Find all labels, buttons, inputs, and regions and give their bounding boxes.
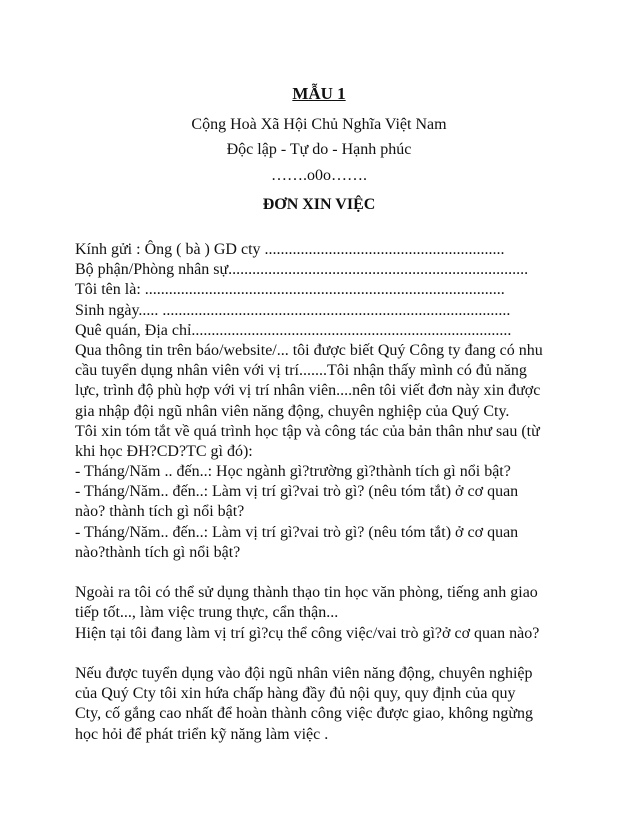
paragraph-line: - Tháng/Năm.. đến..: Làm vị trí gì?vai trò gì? (nêu tóm tắt) ở cơ quan bbox=[75, 483, 519, 501]
field-department: Bộ phận/Phòng nhân sự........................................................................... bbox=[75, 261, 529, 279]
field-recipient: Kính gửi : Ông ( bà ) GD cty ............................................................ bbox=[75, 241, 505, 258]
national-motto: Độc lập - Tự do - Hạnh phúc bbox=[226, 141, 412, 158]
paragraph-line: Ngoài ra tôi có thể sử dụng thành thạo tin học văn phòng, tiếng anh giao bbox=[75, 584, 538, 602]
field-name: Tôi tên là: .......................................................................................... bbox=[75, 281, 505, 299]
paragraph-line: của Quý Cty tôi xin hứa chấp hàng đầy đủ nội quy, quy định của quy bbox=[75, 685, 516, 703]
letter-body bbox=[75, 240, 575, 745]
paragraph-line: gia nhập đội ngũ nhân viên năng động, chuyên nghiệp của Quý Cty. bbox=[75, 402, 510, 420]
paragraph-line: Cty, cố gắng cao nhất để hoàn thành công việc được giao, không ngừng bbox=[75, 705, 533, 723]
paragraph-line: cầu tuyển dụng nhân viên với vị trí.......Tôi nhận thấy mình có đủ năng bbox=[75, 362, 527, 380]
paragraph-line: Hiện tại tôi đang làm vị trí gì?cụ thể công việc/vai trò gì?ở cơ quan nào? bbox=[75, 624, 540, 642]
field-birthdate: Sinh ngày..... ....................................................................................... bbox=[75, 301, 511, 319]
paragraph-line: tiếp tốt..., làm việc trung thực, cẩn thận... bbox=[75, 604, 339, 622]
paragraph-line: Tôi xin tóm tắt về quá trình học tập và công tác của bản thân như sau (từ bbox=[75, 422, 540, 440]
ornament-divider: …….o0o……. bbox=[271, 167, 367, 184]
paragraph-line: - Tháng/Năm.. đến..: Làm vị trí gì?vai trò gì? (nêu tóm tắt) ở cơ quan bbox=[75, 523, 519, 541]
document-title: ĐƠN XIN VIỆC bbox=[262, 196, 376, 213]
paragraph-spacer bbox=[75, 563, 575, 583]
country-name: Cộng Hoà Xã Hội Chủ Nghĩa Việt Nam bbox=[191, 116, 447, 133]
paragraph-line: nào? thành tích gì nổi bật? bbox=[75, 503, 245, 521]
paragraph-line: lực, trình độ phù hợp với vị trí nhân viên....nên tôi viết đơn này xin được bbox=[75, 382, 541, 400]
template-title: MẪU 1 bbox=[292, 84, 346, 103]
paragraph-spacer bbox=[75, 644, 575, 664]
paragraph-line: - Tháng/Năm .. đến..: Học ngành gì?trường gì?thành tích gì nổi bật? bbox=[75, 463, 511, 481]
paragraph-line: khi học ĐH?CD?TC gì đó): bbox=[75, 442, 253, 460]
paragraph-line: nào?thành tích gì nổi bật? bbox=[75, 543, 241, 561]
field-address: Quê quán, Địa chỉ................................................................................ bbox=[75, 321, 512, 339]
paragraph-line: Qua thông tin trên báo/website/... tôi được biết Quý Công ty đang có nhu bbox=[75, 341, 543, 359]
paragraph-line: Nếu được tuyển dụng vào đội ngũ nhân viên năng động, chuyên nghiệp bbox=[75, 664, 533, 682]
paragraph-line: học hỏi để phát triển kỹ năng làm việc . bbox=[75, 725, 329, 743]
